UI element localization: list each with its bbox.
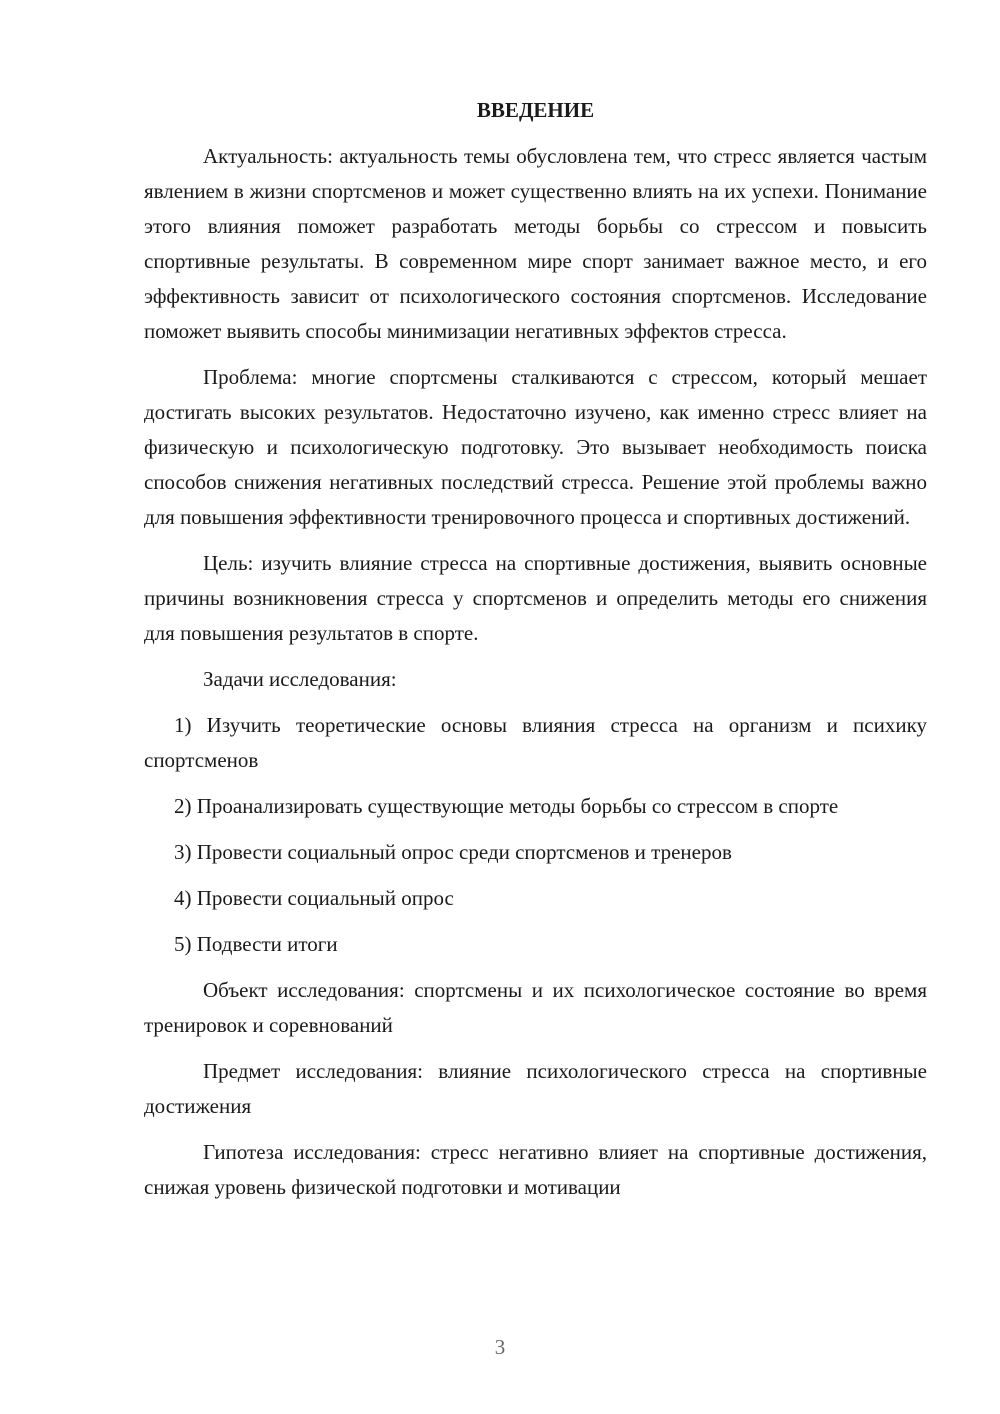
- page-number: 3: [494, 1335, 506, 1359]
- goal-paragraph: Цель: изучить влияние стресса на спортивные достижения, выявить основные причины возникновения стресса у спортсменов и определить методы его снижения для повышения результатов в спорте.: [144, 551, 927, 645]
- problem-paragraph: Проблема: многие спортсмены сталкиваются с стрессом, который мешает достигать высоких результатов. Недостаточно изучено, как именно стресс влияет на физическую и психологическую подготовку. Это вызывает необходимость поиска способов снижения негативных последствий стресса. Решение этой проблемы важно для повышения эффективности тренировочного процесса и спортивных достижений.: [144, 365, 927, 529]
- task-item: 5) Подвести итоги: [174, 932, 338, 956]
- object-paragraph: Объект исследования: спортсмены и их психологическое состояние во время тренировок и соревнований: [144, 978, 927, 1037]
- subject-paragraph: Предмет исследования: влияние психологического стресса на спортивные достижения: [144, 1059, 927, 1118]
- task-item: 1) Изучить теоретические основы влияния стресса на организм и психику спортсменов: [144, 713, 927, 772]
- page-content: [144, 93, 927, 1205]
- hypothesis-paragraph: Гипотеза исследования: стресс негативно влияет на спортивные достижения, снижая уровень физической подготовки и мотивации: [144, 1140, 927, 1199]
- tasks-heading: Задачи исследования:: [203, 667, 397, 691]
- task-item: 2) Проанализировать существующие методы борьбы со стрессом в спорте: [174, 794, 839, 818]
- relevance-paragraph: Актуальность: актуальность темы обусловлена тем, что стресс является частым явлением в жизни спортсменов и может существенно влиять на их успехи. Понимание этого влияния поможет разработать методы борьбы со стрессом и повысить спортивные результаты. В современном мире спорт занимает важное место, и его эффективность зависит от психологического состояния спортсменов. Исследование поможет выявить способы минимизации негативных эффектов стресса.: [144, 144, 927, 343]
- task-item: 3) Провести социальный опрос среди спортсменов и тренеров: [174, 840, 732, 864]
- section-title: ВВЕДЕНИЕ: [476, 98, 595, 122]
- task-item: 4) Провести социальный опрос: [174, 886, 454, 910]
